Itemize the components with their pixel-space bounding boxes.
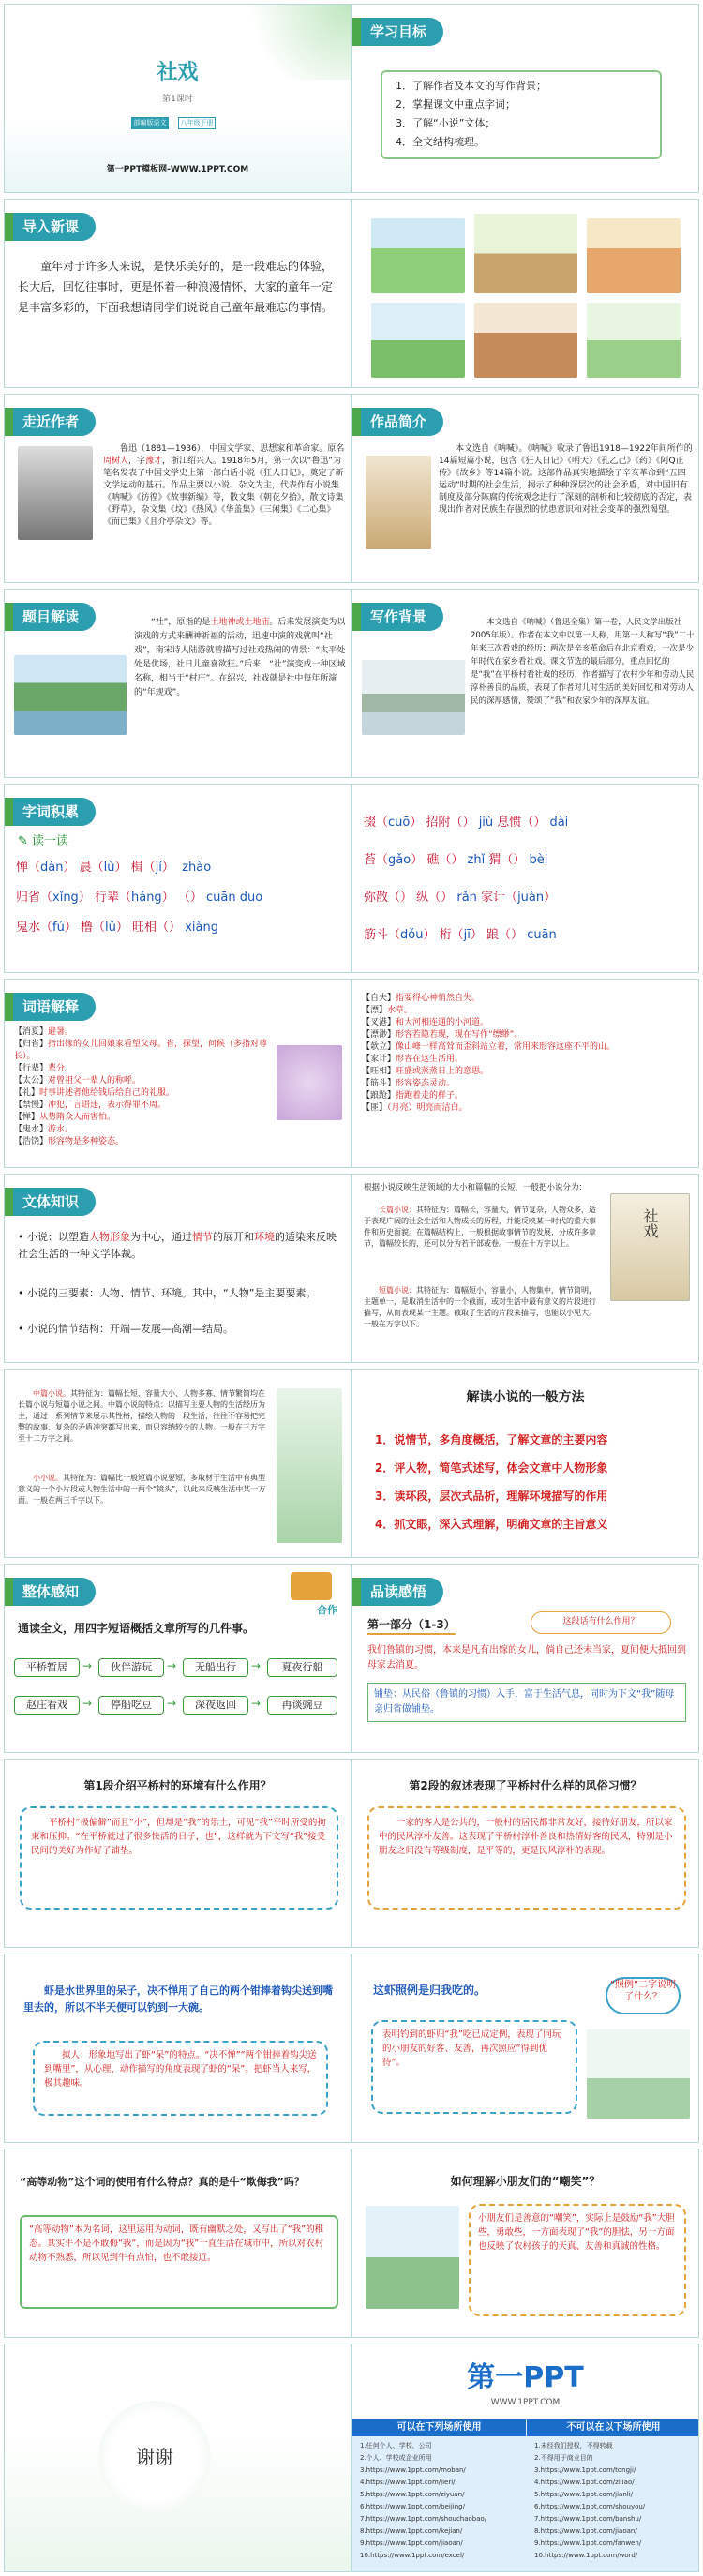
slide-objectives[interactable] bbox=[352, 4, 699, 193]
slide-heading: 走近作者 bbox=[13, 408, 96, 436]
answer-3: 拟人：形象地写出了虾“呆”的特点。“决不惮”“两个钳捧着钩尖送到嘴里”，从心理、动作描写的角度表现了虾的“呆”。把虾当人来写，极其趣味。 bbox=[44, 2050, 317, 2089]
objective-2: 2．掌握课文中重点字词； bbox=[396, 98, 516, 111]
work-intro-text: 本文选自《呐喊》。《呐喊》收录了鲁迅1918—1922年间所作的14篇短篇小说，包含《狂人日记》《明天》《孔乙己》《药》《阿Q正传》《故乡》等14篇小说。这部作品真实地描绘了辛亥革命到“五四运动”时期的社会生活，揭示了种种深层次的社会矛盾，对中国旧有制度及部分陈腐的传统观念进行了深刻的剖析和比较彻底的否定，表现出作者对民族生存强烈的忧患意识和对社会变革的强烈渴望。 bbox=[439, 444, 693, 515]
slide-thanks[interactable] bbox=[4, 2344, 352, 2572]
book-cover-image: 社戏 bbox=[610, 1193, 690, 1301]
read-label: ✎ 读一读 bbox=[18, 834, 69, 848]
childhood-image-6 bbox=[587, 303, 681, 378]
objective-4: 4．全文结构梳理。 bbox=[396, 136, 485, 148]
slide-heading: 整体感知 bbox=[13, 1578, 96, 1606]
water-town-image bbox=[362, 660, 465, 735]
slide-q3[interactable] bbox=[4, 1954, 352, 2143]
arrow-icon: → bbox=[167, 1659, 177, 1672]
slide-novel-types-1[interactable] bbox=[352, 1174, 699, 1363]
author-zi: 豫才 bbox=[145, 457, 163, 466]
question-6: 如何理解小朋友们的“嘲笑”？ bbox=[450, 2175, 601, 2188]
slide-childhood-images[interactable] bbox=[352, 199, 699, 388]
slide-heading: 写作背景 bbox=[361, 603, 443, 631]
vocab-row-7: 筋斗（dǒu） 桁（jī） 踉（） cuān bbox=[364, 928, 557, 942]
vocab-row-6: 弥散（） 纵（） rǎn 家计（juàn） bbox=[364, 891, 557, 905]
usage-disallowed-header: 不可以在以下场所使用 bbox=[527, 2419, 699, 2436]
event-5: 赵庄看戏 bbox=[14, 1696, 80, 1715]
slide-heading: 作品简介 bbox=[361, 408, 443, 436]
question-4: “照例”二字说明了什么？ bbox=[609, 1980, 677, 2002]
cooperate-icon bbox=[291, 1572, 332, 1600]
author-name: 周树人 bbox=[103, 457, 129, 466]
overall-question: 通读全文，用四字短语概括文章所写的几件事。 bbox=[18, 1622, 255, 1635]
childhood-image-3 bbox=[587, 218, 681, 293]
usage-disallowed-list: 1.未经我们授权，不得转载 2.不得用于商业目的 3.https://www.1ppt.com/tongji/ 4.https://www.1ppt.com/ziliao/ 5.https://www.1ppt.com/jianli/ 6.https://www.1ppt.com/shouyou/ 7.https://www.1ppt.com/banshu/ 8.https://www.1ppt.com/jiaoan/ 9.https://www.1ppt.com/fanwen/ 10.https://www.1ppt.com/word/ bbox=[534, 2442, 646, 2559]
slide-genre[interactable] bbox=[4, 1174, 352, 1363]
slide-intro[interactable] bbox=[4, 199, 352, 388]
slide-author[interactable] bbox=[4, 394, 352, 583]
event-2: 伙伴游玩 bbox=[98, 1658, 164, 1677]
genre-plot: • 小说的情节结构：开端—发展—高潮—结局。 bbox=[18, 1323, 233, 1335]
caption: 第一PPT模板网-WWW.1PPT.COM bbox=[106, 165, 249, 174]
answer-text: 铺垫：从民俗（鲁镇的习惯）入手，富于生活气息，同时为下文“我”随母亲归省做铺垫。 bbox=[367, 1683, 686, 1722]
subtitle: 第1课时 bbox=[162, 95, 193, 104]
usage-allowed-header: 可以在下列场所使用 bbox=[352, 2419, 526, 2436]
flower-image bbox=[277, 1045, 342, 1120]
novel-types-title: 根据小说反映生活领域的大小和篇幅的长短，一般把小说分为： bbox=[364, 1183, 588, 1192]
event-3: 无船出行 bbox=[183, 1658, 248, 1677]
slide-q1[interactable] bbox=[4, 1759, 352, 1948]
village-stage-image bbox=[14, 655, 127, 735]
event-1: 平桥暂居 bbox=[14, 1658, 80, 1677]
slide-heading: 题目解读 bbox=[13, 603, 96, 631]
answer-4: 表明钓到的虾归“我”吃已成定例，表现了同玩的小朋友的好客、友善，再次照应“得到优待”。 bbox=[382, 2029, 561, 2068]
answer-1: 平桥村“极偏僻”而且“小”，但却是“我”的乐土，可见“我”平时所受的拘束和压抑。“在平桥就过了很多快活的日子，也”，这样就为下文写“我”接受民间的美好为作好了铺垫。 bbox=[31, 1818, 326, 1856]
question-5: “高等动物”这个词的使用有什么特点？真的是牛“欺侮我”吗？ bbox=[20, 2176, 305, 2188]
slide-heading: 品读感悟 bbox=[361, 1578, 443, 1606]
childhood-image-5 bbox=[474, 303, 577, 378]
word-list-2: 【自失】指要得心神悄然自失。 【漂】水草。 【叉港】和大河相连通的小河道。 【漂渺】形容若隐若现，现在写作“缥缈”。 【欹立】像山峰一样高耸而歪斜站立着，常用来形容这座不平的山。 【家计】形容在这生活用。 【旺相】旺盛或蒸蒸日上的意思。 【筋斗】形容姿态灵动。 【踉跄】指跑着走的样子。 【匪】（月亮）明亮而洁白。 bbox=[362, 994, 616, 1113]
intro-text: 童年对于许多人来说，是快乐美好的，是一段难忘的体验，长大后，回忆往事时，更是怀着一种浪漫情怀，大家的童年一定是丰富多彩的，下面我想请同学们说说自己童年最难忘的事情。 bbox=[18, 260, 334, 314]
question-2: 第2段的叙述表现了平桥村什么样的风俗习惯？ bbox=[409, 1779, 642, 1792]
event-4: 夏夜行船 bbox=[267, 1658, 337, 1677]
arrow-icon: → bbox=[251, 1697, 262, 1710]
objectives-box bbox=[381, 70, 662, 159]
brand-url: WWW.1PPT.COM bbox=[490, 2398, 561, 2407]
title: 社戏 bbox=[157, 61, 199, 84]
genre-elements: • 小说的三要素：人物、情节、环境。其中，“人物”是主要要素。 bbox=[18, 1287, 317, 1299]
arrow-icon: → bbox=[82, 1697, 93, 1710]
answer-frame bbox=[20, 2215, 338, 2309]
slide-title[interactable] bbox=[4, 4, 352, 193]
answer-frame bbox=[33, 2041, 328, 2116]
quote-shrimp-eat: 这虾照例是归我吃的。 bbox=[373, 1984, 486, 1997]
slide-heading: 学习目标 bbox=[361, 18, 443, 46]
slide-heading: 导入新课 bbox=[13, 213, 96, 241]
answer-frame bbox=[367, 1806, 686, 1910]
slide-heading: 字词积累 bbox=[13, 798, 96, 826]
slide-vocab-1[interactable] bbox=[4, 784, 352, 973]
vocab-row-4: 掇（cuō） 招附（） jiù 息惯（） dài bbox=[364, 816, 569, 830]
answer-frame bbox=[20, 1806, 338, 1910]
slide-heading: 词语解释 bbox=[13, 993, 96, 1021]
author-text: 鲁迅（1881—1936），中国文学家、思想家和革命家。原名周树人，字豫才，浙江绍兴人。1918年5月，第一次以“鲁迅”为笔名发表了中国文学史上第一部白话小说《狂人日记》，奠定了新文学运动的基石。作品主要以小说、杂文为主，代表作有小说集《呐喊》《彷徨》《故事新编》等，散文集《朝花夕拾》，散文诗集《野草》，杂文集《坟》《热风》《华盖集》《三闲集》《二心集》《而已集》《且介亭杂文》等。 bbox=[103, 444, 345, 527]
slide-reading-method[interactable] bbox=[352, 1369, 699, 1558]
answer-frame bbox=[371, 2020, 577, 2114]
genre-def: • 小说：以塑造人物形象为中心，通过情节的展开和环境的适染来反映社会生活的一种文学体裁。 bbox=[18, 1231, 337, 1260]
slide-q5[interactable] bbox=[4, 2149, 352, 2338]
edition-badge: 部编版语文 bbox=[131, 117, 169, 129]
childhood-image-4 bbox=[371, 303, 465, 378]
mini-novel-text: 小小说。其特征为：篇幅比一般短篇小说要短，多取材于生活中有典型意义的一个小片段或人物生活中的一两个“镜头”，以此来反映生活中某一方面。一般在两三千字以下。 bbox=[18, 1474, 266, 1505]
bamboo-image bbox=[277, 1388, 342, 1543]
word-list-1: 【消夏】避暑。 【归省】指出嫁的女儿回娘家看望父母。省，探望，问候（多指对尊长）。 【行辈】辈分。 【太公】对曾祖父一辈人的称呼。 【礼】时事讲述者他给钱后给自己的礼服。 【禁慢】冲犯，言语违，表示得罪不周。 【惮】从势隋众人而害怕。 【鬼水】游水。 【浩饶】形容物是多种姿态。 bbox=[14, 1027, 268, 1146]
answer-2: 一家的客人是公共的，一般村的居民都非常友好，接待好朋友，所以家中的民风淳朴友善。这表现了平桥村淳朴善良和热情好客的民风，特别是小朋友之间没有等级制度，是平等的，更是民风淳朴的表现。 bbox=[379, 1818, 673, 1856]
vocab-row-2: 归省（xǐng） 行辈（háng） （） cuān duo bbox=[16, 891, 263, 905]
question-bubble: 这段话有什么作用？ bbox=[531, 1611, 671, 1634]
slide-novel-types-2[interactable] bbox=[4, 1369, 352, 1558]
quote-shrimp: 虾是水世界里的呆子，决不惮用了自己的两个钳捧着钩尖送到嘴里去的，所以不半天便可以钓到一大碗。 bbox=[23, 1984, 333, 2014]
children-image bbox=[366, 2206, 459, 2309]
background-text: 本文选自《呐喊》（鲁迅全集）第一卷，人民文学出版社2005年版）。作者在本文中以第一人称，用第一人称写“我”二十年来三次看戏的经历：两次是辛亥革命后在北京看戏，一次是少年时代在家乡看社戏。课文节选的最后部分，重点回忆的是“我”在平桥村看社戏的经历，作者描写了农村少年和劳动人民淳朴善良的品质，表现了作者对儿时生活的美好回忆和对劳动人民的深厚感情，赞颂了“我”和农家少年的深厚友谊。 bbox=[471, 618, 695, 706]
part-label: 第一部分（1-3） bbox=[367, 1617, 456, 1635]
slide-vocab-2[interactable] bbox=[352, 784, 699, 973]
vocab-row-1: 惮（dàn） 晨（lù） 楫（jí） zhào bbox=[16, 861, 212, 875]
childhood-image-2 bbox=[474, 214, 577, 293]
method-list: 1．说情节，多角度概括，了解文章的主要内容 2．评人物，简笔式述写，体会文章中人物形象 3．读环段，层次式品析，理解环境描写的作用 4．抓文眼，深入式理解，明确文章的主旨意义 bbox=[375, 1433, 608, 1531]
slide-heading: 文体知识 bbox=[13, 1188, 96, 1216]
slide-word-explain-2[interactable] bbox=[352, 979, 699, 1168]
quote-text: 我们鲁镇的习惯，本来是凡有出嫁的女儿，倘自己还未当家，夏间便大抵回到母家去消夏。 bbox=[367, 1645, 686, 1670]
objective-1: 1．了解作者及本文的写作背景； bbox=[396, 80, 546, 92]
slide-overall[interactable] bbox=[4, 1564, 352, 1753]
book-cover-nahan bbox=[366, 456, 431, 549]
cooperate-label: 合作 bbox=[317, 1604, 337, 1616]
vocab-row-3: 鬼水（fú） 橹（lǔ） 旺相（） xiàng bbox=[16, 921, 218, 935]
childhood-image-1 bbox=[371, 218, 465, 293]
slide-q6[interactable] bbox=[352, 2149, 699, 2338]
slide-reading-1[interactable] bbox=[352, 1564, 699, 1753]
arrow-icon: → bbox=[251, 1659, 262, 1672]
objective-3: 3．了解“小说”文体； bbox=[396, 117, 496, 129]
slide-word-explain-1[interactable] bbox=[4, 979, 352, 1168]
slide-work-intro[interactable] bbox=[352, 394, 699, 583]
grade-badge: 八年级下册 bbox=[178, 117, 216, 129]
author-portrait bbox=[18, 446, 93, 540]
title-interpretation-text: “社”，原指的是土地神或土地庙。后来发展演变为以演戏的方式来酬神祈福的活动，迅速中演的戏就叫“社戏”，南宋诗人陆游就曾描写过社戏热闹的情景：“太平处处是优场，社日儿童喜欲狂。”后来，“社”演变成一种区域名称，相当于“村庄”。在绍兴，社戏就是社中每年所演的“年规戏”。 bbox=[134, 618, 346, 697]
answer-6: 小朋友们是善意的“嘲笑”，实际上是鼓励“我”大胆些，勇敢些，一方面表现了“我”的胆怯，另一方面也反映了农村孩子的天真、友善和真诚的性格。 bbox=[478, 2213, 675, 2252]
answer-5: “高等动物”本为名词，这里运用为动词，既有幽默之处，又写出了“我”的稚态。其实牛不是不敢侮“我”，而是因为“我”一直生活在城市中，所以对农村动物不熟悉，所以见到牛有点怕，也不敢接近。 bbox=[29, 2224, 324, 2263]
slide-background[interactable] bbox=[352, 589, 699, 778]
slide-q4[interactable] bbox=[352, 1954, 699, 2143]
event-6: 停船吃豆 bbox=[98, 1696, 164, 1715]
slide-q2[interactable] bbox=[352, 1759, 699, 1948]
event-7: 深夜返回 bbox=[183, 1696, 248, 1715]
question-1: 第1段介绍平桥村的环境有什么作用？ bbox=[83, 1779, 272, 1792]
answer-frame bbox=[469, 2204, 686, 2316]
vocab-row-5: 苔（gǎo） 礁（） zhǐ 猬（） bèi bbox=[364, 853, 548, 867]
slide-brand[interactable] bbox=[352, 2344, 699, 2572]
event-8: 再谈豌豆 bbox=[267, 1696, 337, 1715]
short-novel-text: 短篇小说：其特征为：篇幅短小，容量小，人物集中，情节简明，主题单一，是取消生活中的一个截面，或对生活中最有意义的片段进行描写，从而表现某一主题。截取了生活的片段来描写，也能以小见大。一般在万字以下。 bbox=[364, 1286, 596, 1328]
method-title: 解读小说的一般方法 bbox=[466, 1390, 585, 1405]
fishing-image bbox=[587, 2029, 690, 2119]
arrow-icon: → bbox=[167, 1697, 177, 1710]
long-novel-text: 长篇小说：其特征为：篇幅长，容量大，情节复杂，人物众多，适于表现广阔的社会生活和人物成长的历程，并能反映某一时代的重大事件和历史面貌。在篇幅结构上，一般根据故事情节的发展，分成许多章节，篇幅较长的，还可以分为若干部或卷。一般在十万字以上。 bbox=[364, 1206, 596, 1248]
slide-title-interpretation[interactable] bbox=[4, 589, 352, 778]
usage-allowed-list: 1.任何个人、学校、公司 2.个人、学校或企业所用 3.https://www.1ppt.com/moban/ 4.https://www.1ppt.com/jieri/ 5.https://www.1ppt.com/ziyuan/ 6.https://www.1ppt.com/beijing/ 7.https://www.1ppt.com/shouchaobao/ 8.https://www.1ppt.com/kejian/ 9.https://www.1ppt.com/jiaoan/ 10.https://www.1ppt.com/excel/ bbox=[360, 2442, 487, 2559]
arrow-icon: → bbox=[82, 1659, 93, 1672]
medium-novel-text: 中篇小说。其特征为：篇幅长短、容量大小、人物多寡、情节繁简均在长篇小说与短篇小说之间。中篇小说的特点：以描写主要人物的生活经历为主，通过一系列情节来展示其性格，描绘人物的一段生活，往往不容易把完整的故事、复杂的矛盾冲突都写出来，而只容纳较少的人物。一般在三万字至十二万字之间。 bbox=[18, 1389, 265, 1443]
thanks-text: 谢谢 bbox=[136, 2446, 173, 2468]
brand-logo: 第一PPT bbox=[467, 2361, 584, 2394]
